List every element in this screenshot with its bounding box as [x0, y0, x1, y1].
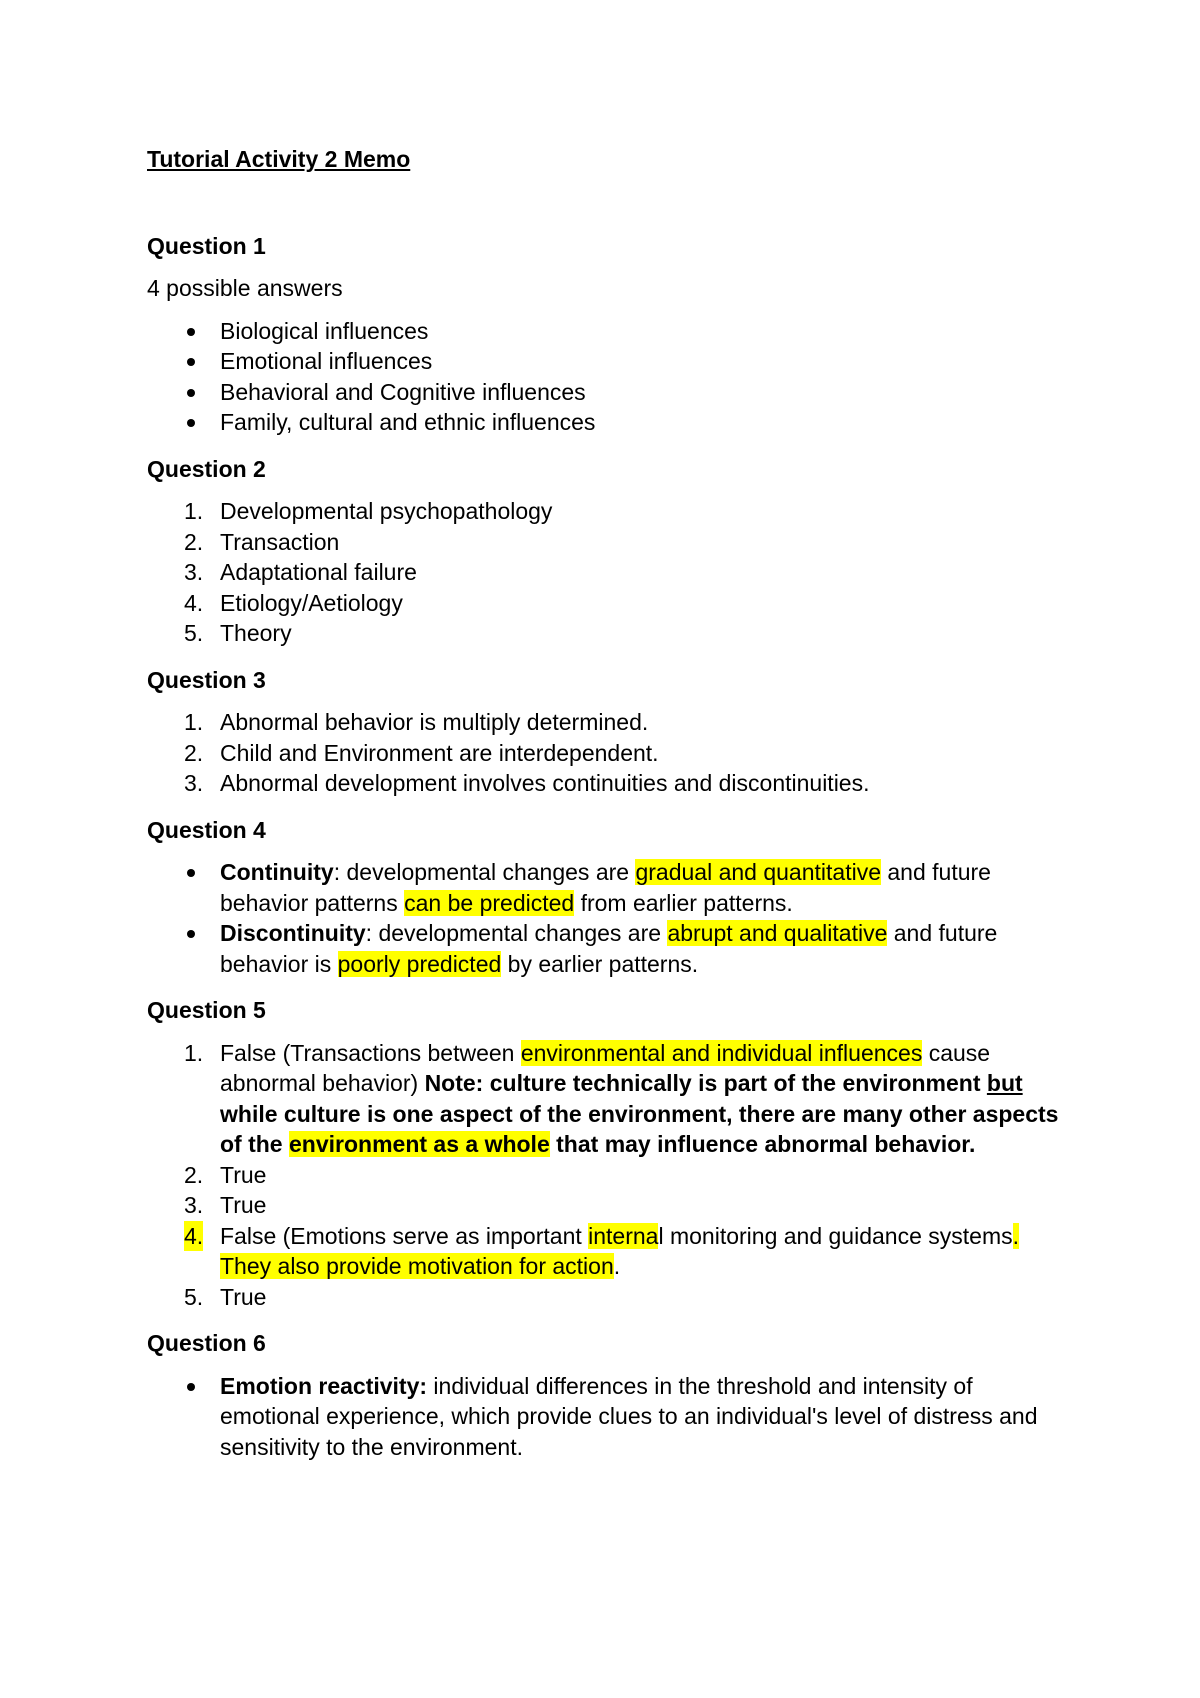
list-item: 1. Abnormal behavior is multiply determined.: [147, 707, 1067, 738]
list-item: 5. True: [147, 1282, 1067, 1313]
highlight: can be predicted: [404, 889, 575, 916]
highlight: abrupt and qualitative: [667, 920, 888, 946]
list-number: 2.: [184, 528, 204, 555]
document-title: Tutorial Activity 2 Memo: [147, 146, 411, 172]
list-number: 5.: [184, 1283, 204, 1310]
list-number: 3.: [184, 1192, 204, 1218]
list-number: 1.: [184, 498, 204, 524]
term-continuity: Continuity: [220, 859, 334, 885]
question-4-heading: Question 4: [147, 816, 266, 843]
list-item: 2. Transaction: [147, 527, 1067, 558]
list-item: 3. True: [147, 1190, 1067, 1221]
question-1-list: [147, 316, 1067, 438]
highlight: gradual and quantitative: [635, 859, 881, 885]
list-number: 4.: [184, 589, 204, 616]
question-6-heading: Question 6: [147, 1330, 266, 1356]
list-item: 2. Child and Environment are interdependent.: [147, 738, 1067, 769]
bullet-icon: [187, 869, 195, 877]
highlight: environmental and individual influences: [520, 1039, 923, 1066]
question-5-list: [147, 1038, 1067, 1313]
question-1-heading: Question 1: [147, 232, 266, 259]
list-item: Behavioral and Cognitive influences: [147, 377, 1067, 408]
question-3-list: [147, 707, 1067, 799]
question-2-list: [147, 496, 1067, 649]
bullet-icon: [187, 358, 195, 366]
list-item: Discontinuity: developmental changes are abrupt and qualitative and future behavior is poorly predicted by earlier patterns.: [147, 918, 1067, 979]
bullet-icon: [187, 328, 195, 336]
bullet-icon: [187, 1383, 195, 1391]
question-2-heading: Question 2: [147, 455, 266, 482]
document-page: [147, 144, 1067, 1462]
list-item: 4. Etiology/Aetiology: [147, 588, 1067, 619]
list-item: Continuity: developmental changes are gradual and quantitative and future behavior patterns can be predicted from earlier patterns.: [147, 857, 1067, 918]
list-number: 1.: [184, 709, 204, 735]
list-number: 2.: [184, 1161, 204, 1188]
list-number: 2.: [184, 739, 204, 766]
list-number: 1.: [184, 1039, 204, 1066]
list-item: Family, cultural and ethnic influences: [147, 407, 1067, 438]
question-6-list: [147, 1371, 1067, 1463]
list-item: 5. Theory: [147, 618, 1067, 649]
highlight: interna: [588, 1222, 659, 1249]
list-item: Biological influences: [147, 316, 1067, 347]
list-item: 1. Developmental psychopathology: [147, 496, 1067, 527]
term-emotion-reactivity: Emotion reactivity:: [220, 1372, 428, 1399]
list-item: 2. True: [147, 1160, 1067, 1191]
term-discontinuity: Discontinuity: [220, 920, 366, 946]
bullet-icon: [187, 419, 195, 427]
highlight: environment as a whole: [289, 1131, 550, 1157]
question-4-list: [147, 857, 1067, 979]
highlight: . They also provide motivation for action: [220, 1222, 1019, 1279]
list-item: 4. False (Emotions serve as important internal monitoring and guidance systems. They also provide motivation for action.: [184, 1222, 1019, 1279]
question-3-heading: Question 3: [147, 666, 266, 693]
question-5-heading: Question 5: [147, 997, 266, 1023]
list-number: 3.: [184, 559, 204, 585]
list-number: 4.: [184, 1221, 203, 1252]
list-number: 5.: [184, 620, 204, 646]
bullet-icon: [187, 389, 195, 397]
list-item: 1. False (Transactions between environmental and individual influences cause abnormal behavior) Note: culture technically is part of the environment but while culture is one aspect of the environment, there are many other aspects of the environment as a whole that may influence abnormal behavior.: [184, 1039, 1059, 1157]
bullet-icon: [187, 930, 195, 938]
question-1-intro: 4 possible answers: [147, 275, 343, 301]
list-item: Emotion reactivity: individual differences in the threshold and intensity of emotional experience, which provide clues to an individual's level of distress and sensitivity to the environment.: [147, 1371, 1067, 1463]
highlight: poorly predicted: [337, 950, 502, 977]
list-number: 3.: [184, 770, 204, 796]
list-item: 3. Abnormal development involves continuities and discontinuities.: [147, 768, 1067, 799]
list-item: 3. Adaptational failure: [147, 557, 1067, 588]
list-item: Emotional influences: [147, 346, 1067, 377]
